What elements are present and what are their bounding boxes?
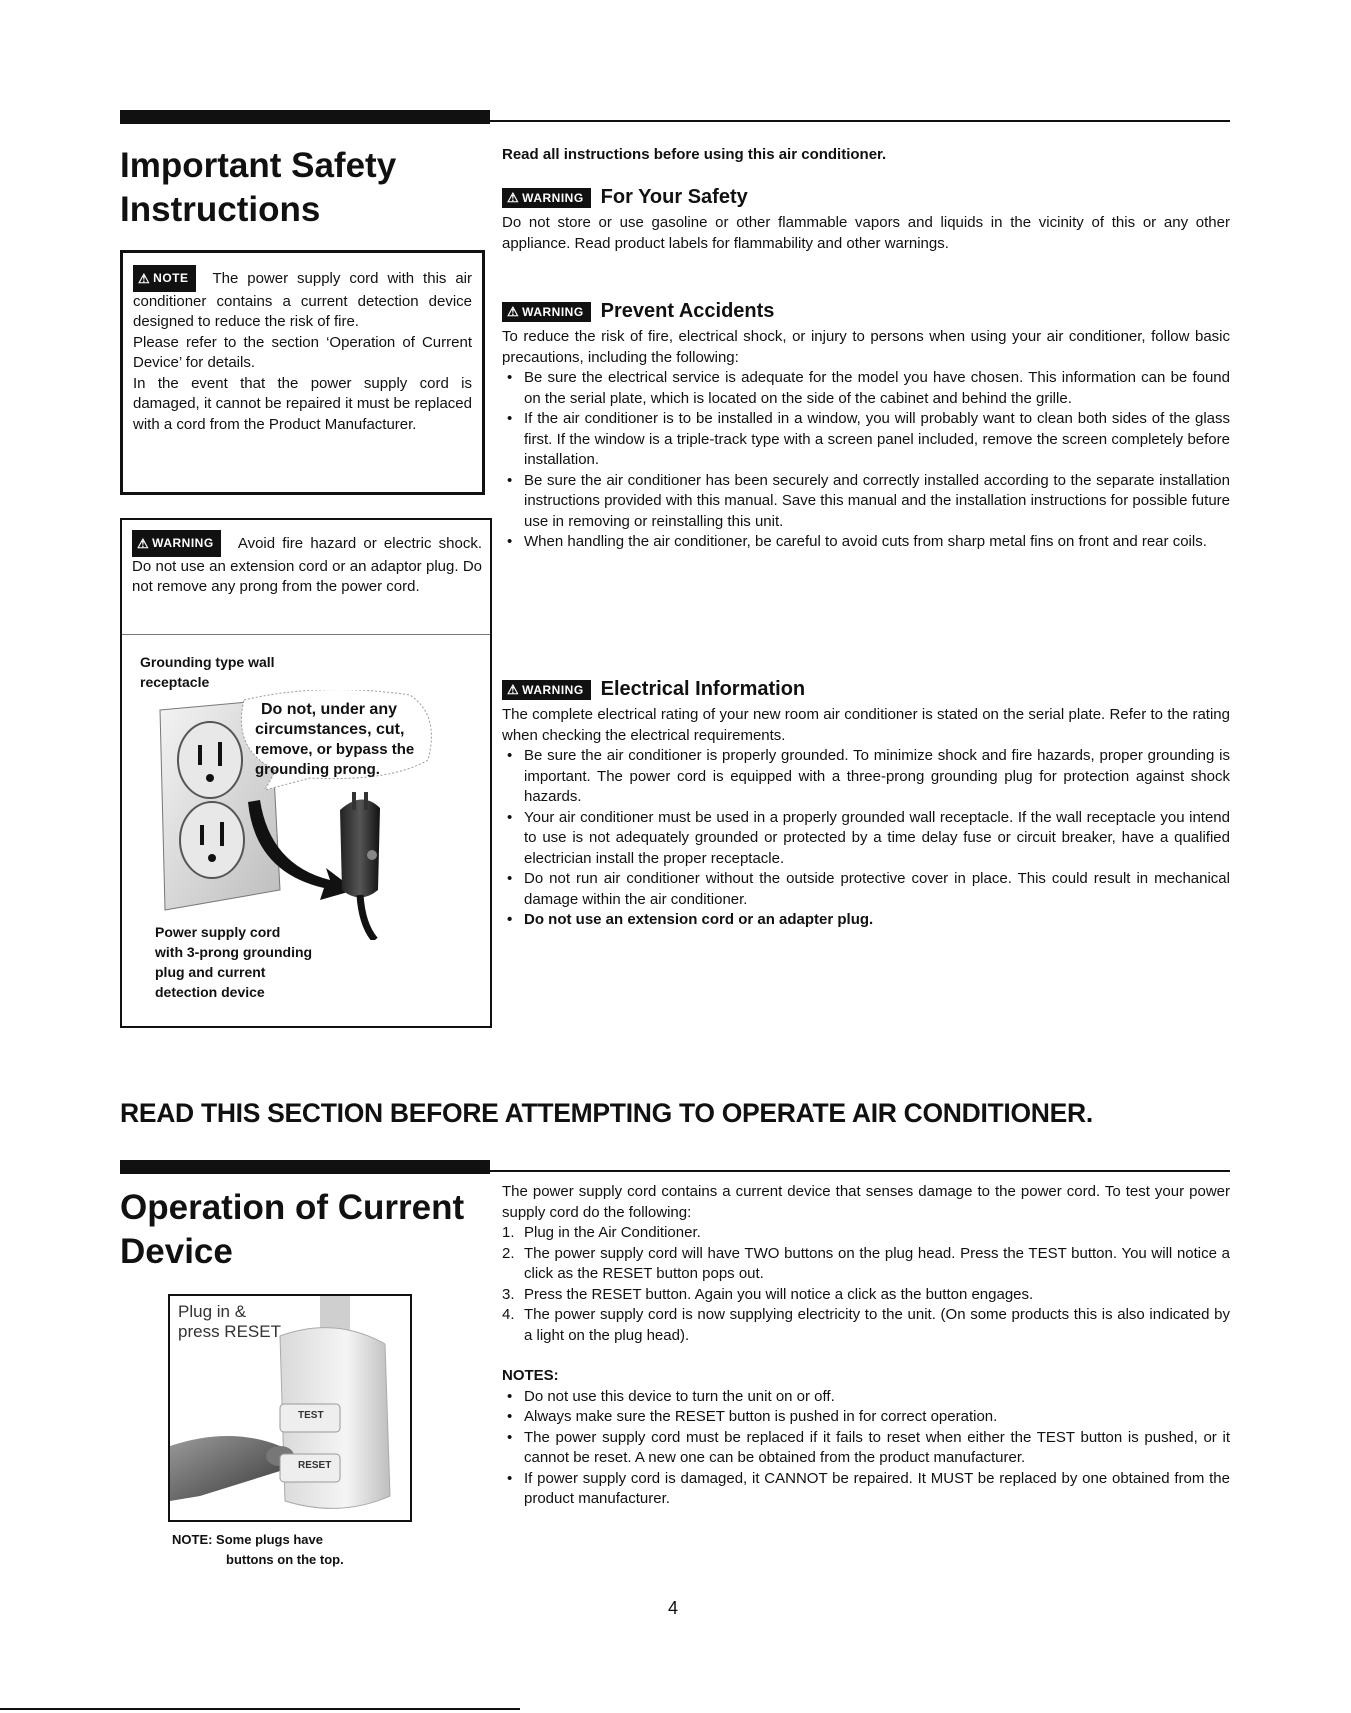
- test-button-label: TEST: [298, 1410, 324, 1421]
- note-lead: ⚠ NOTE The power supply cord with this air conditioner contains a current detection device designed to reduce the risk of fire.: [133, 265, 472, 333]
- list-item: • When handling the air conditioner, be careful to avoid cuts from sharp metal fins on front and rear coils.: [502, 532, 1230, 553]
- caution-triangle-icon: ⚠: [507, 682, 520, 697]
- bottom-edge-rule: [0, 1708, 520, 1710]
- electrical-list: [502, 746, 1230, 931]
- list-item: • Be sure the electrical service is adequate for the model you have chosen. This information can be found on the serial plate, which is located on the side of the cabinet and behind the grille.: [502, 368, 1230, 409]
- list-item: • Do not use an extension cord or an adapter plug.: [502, 910, 1230, 931]
- caution-triangle-icon: ⚠: [507, 190, 520, 205]
- read-all-instructions: Read all instructions before using this air conditioner.: [502, 146, 887, 163]
- warning-badge: ⚠ WARNING: [132, 530, 221, 557]
- cord: [360, 895, 375, 940]
- top-thin-rule: [120, 120, 1230, 122]
- page-title-line-2: Instructions: [120, 190, 321, 229]
- photo-label: Plug in & press RESET: [178, 1302, 281, 1341]
- notes-list: [502, 1387, 1230, 1510]
- notes-heading: NOTES:: [502, 1367, 559, 1384]
- cord-label: Power supply cord with 3-prong grounding plug and current detection device: [155, 924, 313, 1000]
- note-para-2: Please refer to the section ‘Operation of Current Device’ for details.: [133, 333, 472, 371]
- section-intro: To reduce the risk of fire, electrical shock, or injury to persons when using your air conditioner, follow basic precautions, including the following:: [502, 328, 1230, 366]
- warning-badge: ⚠ WARNING: [502, 680, 591, 700]
- plug-icon: [340, 799, 380, 897]
- section-intro: The complete electrical rating of your new room air conditioner is stated on the serial plate. Refer to the rating when checking the electrical requirements.: [502, 706, 1230, 744]
- list-item: 3. Press the RESET button. Again you will notice a click as the button engages.: [502, 1285, 1034, 1303]
- section-for-your-safety: [502, 186, 1230, 254]
- section-electrical-information: [502, 678, 1230, 931]
- operation-title-line-2: Device: [120, 1232, 233, 1271]
- note-box: [120, 250, 485, 495]
- section-heading: Electrical Information: [600, 678, 806, 700]
- read-section-banner: READ THIS SECTION BEFORE ATTEMPTING TO OPERATE AIR CONDITIONER.: [120, 1098, 1093, 1128]
- section-prevent-accidents: [502, 300, 1230, 553]
- section-heading: For Your Safety: [600, 186, 748, 208]
- list-item: • Do not run air conditioner without the outside protective cover in place. This could result in mechanical damage within the air conditioner.: [502, 869, 1230, 910]
- list-item: • If power supply cord is damaged, it CANNOT be repaired. It MUST be replaced by one obtained from the product manufacturer.: [502, 1469, 1230, 1510]
- list-item: • The power supply cord must be replaced if it fails to reset when either the TEST button is pushed, or it cannot be reset. A new one can be obtained from the product manufacturer.: [502, 1428, 1230, 1469]
- list-item: • If the air conditioner is to be installed in a window, you will probably want to clean both sides of the glass first. If the window is a triple-track type with a screen panel included, remove the screen completely before installation.: [502, 409, 1230, 471]
- list-item: 2. The power supply cord will have TWO buttons on the plug head. Press the TEST button. You will notice a click as the RESET button pops out.: [502, 1244, 1230, 1282]
- list-item: • Be sure the air conditioner is properly grounded. To minimize shock and fire hazards, proper grounding is important. The power cord is equipped with a three-prong grounding plug for protection against shock hazards.: [502, 746, 1230, 808]
- warning-badge: ⚠ WARNING: [502, 188, 591, 208]
- page-title: [120, 144, 480, 232]
- operation-title: [120, 1186, 480, 1274]
- caution-triangle-icon: ⚠: [138, 270, 151, 286]
- page-number: 4: [668, 1598, 679, 1618]
- plug-note: NOTE: Some plugs have buttons on the top.: [172, 1532, 344, 1567]
- page-title-line-1: Important Safety: [120, 146, 397, 185]
- mid-thin-rule: [120, 1170, 1230, 1172]
- receptacle-label: Grounding type wall receptacle: [140, 654, 275, 690]
- list-item: • Do not use this device to turn the unit on or off.: [502, 1387, 1230, 1408]
- operation-intro: The power supply cord contains a current device that senses damage to the power cord. To test your power supply cord do the following:: [502, 1183, 1230, 1221]
- operation-title-line-1: Operation of Current: [120, 1188, 465, 1227]
- note-badge: ⚠ NOTE: [133, 265, 196, 292]
- bubble-text: Do not, under any circumstances, cut, remove, or bypass the grounding prong.: [255, 701, 415, 778]
- warning-box-text: [132, 530, 482, 598]
- warning-badge: ⚠ WARNING: [502, 302, 591, 322]
- list-item: 1. Plug in the Air Conditioner.: [502, 1224, 701, 1241]
- list-item: • Be sure the air conditioner has been securely and correctly installed according to the separate installation instructions provided with this manual. Save this manual and the installation instructions for possible future use in removing or reinstalling this unit.: [502, 471, 1230, 533]
- plug-photo: [168, 1294, 412, 1522]
- outlet-bottom: [180, 802, 244, 878]
- note-para-3: In the event that the power supply cord is damaged, it cannot be repaired it must be replaced with a cord from the Product Manufacturer.: [133, 374, 472, 433]
- caution-triangle-icon: ⚠: [507, 304, 520, 319]
- list-item: • Always make sure the RESET button is pushed in for correct operation.: [502, 1407, 1230, 1428]
- operation-steps: [502, 1223, 1230, 1346]
- warning-box-divider: [122, 634, 490, 635]
- list-item: 4. The power supply cord is now supplying electricity to the unit. (On some products this is also indicated by a light on the plug head).: [502, 1306, 1230, 1344]
- outlet-top: [178, 722, 242, 798]
- caution-triangle-icon: ⚠: [137, 535, 150, 551]
- prevent-accidents-list: [502, 368, 1230, 553]
- list-item: • Your air conditioner must be used in a properly grounded wall receptacle. If the wall receptacle you intend to use is not adequately grounded or protected by a time delay fuse or circuit breaker, have a qualified electrician install the proper receptacle.: [502, 808, 1230, 870]
- operation-instructions: [502, 1182, 1230, 1510]
- warning-box-message: Avoid fire hazard or electric shock. Do not use an extension cord or an adaptor plug. Do not remove any prong from the power cord.: [132, 534, 482, 595]
- section-heading: Prevent Accidents: [600, 300, 775, 322]
- section-body: Do not store or use gasoline or other flammable vapors and liquids in the vicinity of this or any other appliance. Read product labels for flammability and other warnings.: [502, 214, 1230, 252]
- reset-button-label: RESET: [298, 1460, 332, 1471]
